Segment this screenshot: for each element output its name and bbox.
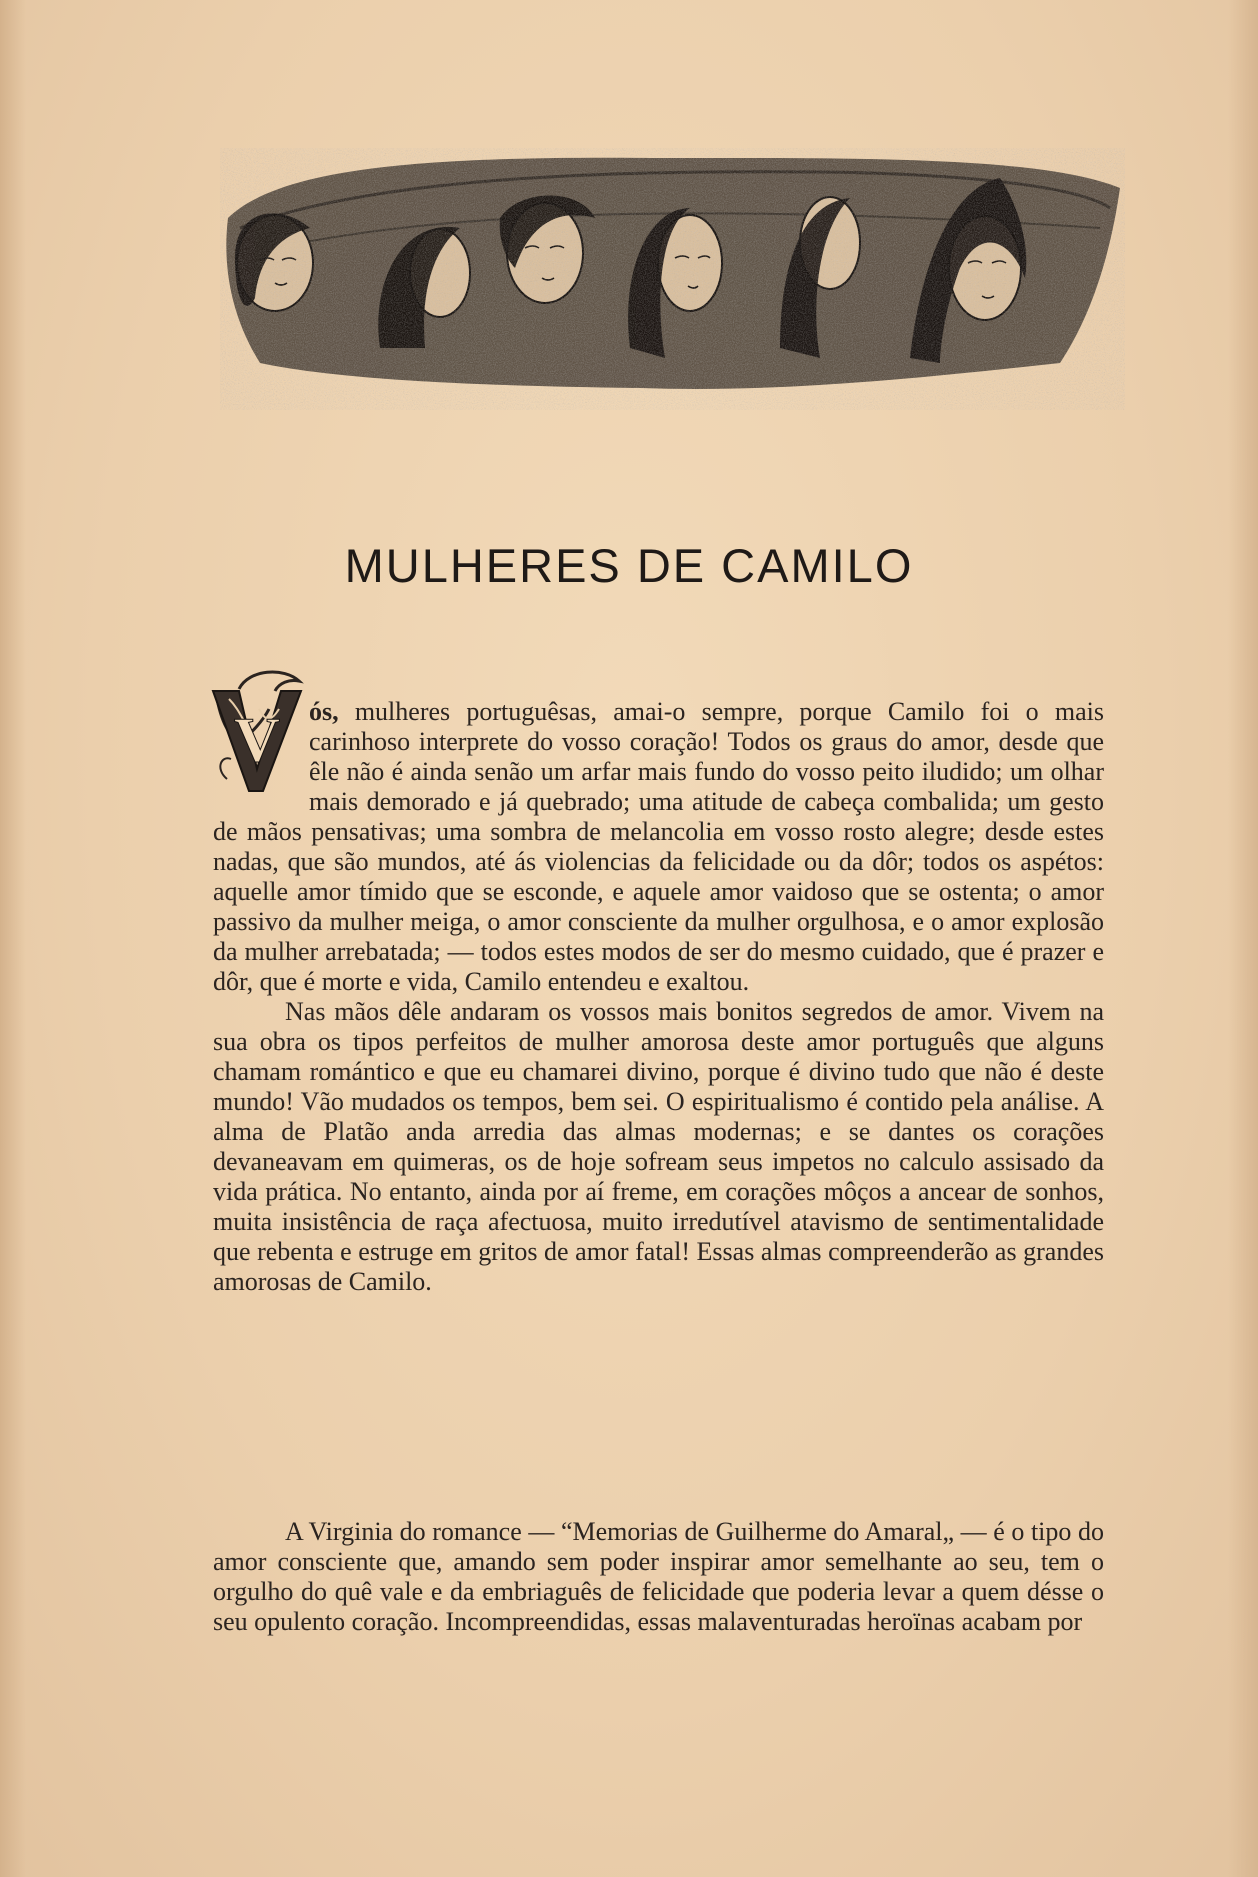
page-edge-shadow-right: [1228, 0, 1258, 1877]
paragraph-1: [213, 697, 1104, 997]
drop-cap-letter: V: [233, 704, 281, 775]
paragraph-1-text: mulheres portuguêsas, amai-o sempre, porque Camilo foi o mais carinhoso interprete do vosso coração! Todos os graus do amor, desde que êle não é ainda senão um arfar mais fundo do vosso peito iludido; um olhar mais demorado e já quebrado; uma atitude de cabeça combalida; um gesto de mãos pensativas; uma sombra de melancolia em vosso rosto alegre; desde estes nadas, que são mundos, até ás violencias da felicidade ou da dôr; todos os aspétos: aquelle amor tímido que se esconde, e aquele amor vaidoso que se ostenta; o amor passivo da mulher meiga, o amor consciente da mulher orgulhosa, e o amor explosão da mulher arrebatada; — todos estes modos de ser do mesmo cuidado, que é prazer e dôr, que é morte e vida, Camilo entendeu e exaltou.: [213, 697, 1104, 996]
lead-word: ós,: [309, 697, 339, 726]
page-edge-shadow-left: [0, 0, 26, 1877]
paragraph-2: Nas mãos dêle andaram os vossos mais bonitos segredos de amor. Vivem na sua obra os tipos perfeitos de mulher amorosa deste amor português que alguns chamam romántico e que eu chamarei divino, porque é divino tudo que não é deste mundo! Vão mudados os tempos, bem sei. O espiritualismo é contido pela análise. A alma de Platão anda arredia das almas modernas; e se dantes os corações devaneavam em quimeras, os de hoje sofream seus impetos no calculo assisado da vida prática. No entanto, ainda por aí freme, em corações môços a ancear de sonhos, muita insistência de raça afectuosa, muito irredutível atavismo de sentimentalidade que rebenta e estruge em gritos de amor fatal! Essas almas compreenderão as grandes amorosas de Camilo.: [213, 997, 1104, 1296]
paragraph-3: A Virginia do romance — “Memorias de Guilherme do Amaral„ — é o tipo do amor consciente que, amando sem poder inspirar amor semelhante ao seu, tem o orgulho do quê vale e da embriaguês de felicidade que poderia levar a quem désse o seu opulento coração. Incompreendidas, essas malaventuradas heroïnas acabam por: [213, 1517, 1104, 1636]
womens-faces-vignette-illustration: [220, 148, 1125, 410]
drop-cap: [209, 669, 305, 795]
article-body-block-2: [213, 1517, 1104, 1637]
article-body-block-1: [213, 697, 1104, 1297]
ornamental-drop-cap-v: [209, 669, 305, 795]
article-title: MULHERES DE CAMILO: [344, 539, 914, 592]
